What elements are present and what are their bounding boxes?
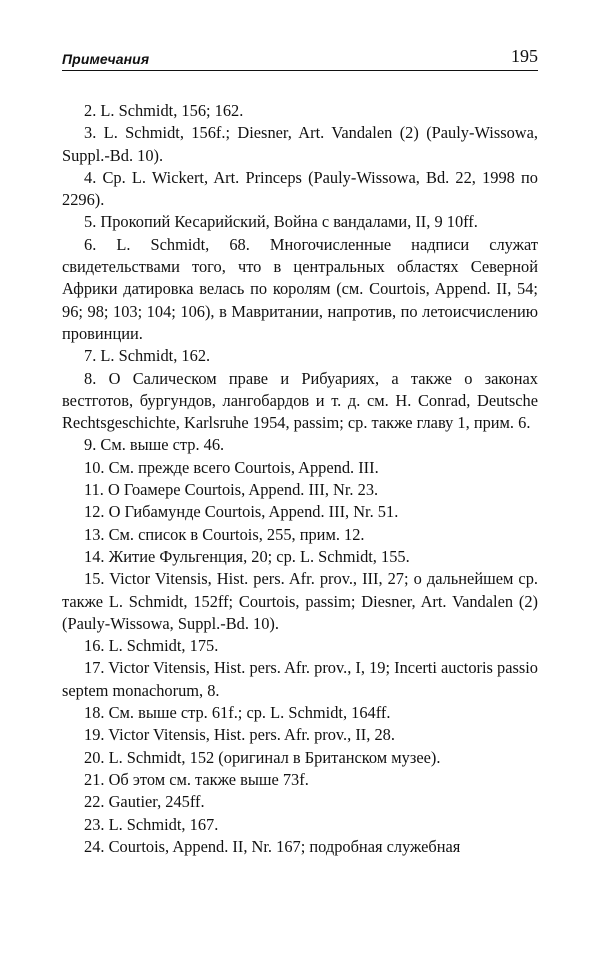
note-16: 16. L. Schmidt, 175.: [84, 636, 219, 656]
note-11: 11. О Гоамере Courtois, Append. III, Nr. 23.: [84, 480, 379, 500]
note-18: 18. См. выше стр. 61f.; ср. L. Schmidt, 164ff.: [84, 703, 391, 723]
note-9: 9. См. выше стр. 46.: [84, 435, 225, 455]
notes-list: [62, 100, 538, 858]
note-8: 8. О Салическом праве и Рибуариях, а также о законах вестготов, бургундов, лангобардов и т. д. см. H. Conrad, Deutsche Rechtsgeschichte, Karlsruhe 1954, passim; ср. также главу 1, прим. 6.: [62, 368, 538, 433]
note-17: 17. Victor Vitensis, Hist. pers. Afr. prov., I, 19; Incerti auctoris passio septem monachorum, 8.: [62, 658, 538, 700]
note-15: 15. Victor Vitensis, Hist. pers. Afr. prov., III, 27; о дальнейшем ср. также L. Schmidt, 152ff; Courtois, passim; Diesner, Art. Vandalen (2) (Pauly-Wissowa, Suppl.-Bd. 10).: [62, 569, 538, 633]
note-13: 13. См. список в Courtois, 255, прим. 12.: [84, 524, 365, 544]
note-7: 7. L. Schmidt, 162.: [84, 346, 211, 366]
note-21: 21. Об этом см. также выше 73f.: [84, 769, 309, 789]
note-24: 24. Courtois, Append. II, Nr. 167; подробная служебная: [84, 836, 461, 856]
note-3: 3. L. Schmidt, 156f.; Diesner, Art. Vandalen (2) (Pauly-Wissowa, Suppl.-Bd. 10).: [62, 123, 538, 165]
note-23: 23. L. Schmidt, 167.: [84, 814, 219, 834]
note-6: 6. L. Schmidt, 68. Многочисленные надписи служат свидетельствами того, что в центральных областях Северной Африки датировка велась по королям (см. Courtois, Append. II, 54; 96; 98; 103; 104; 106), в Мавритании, напротив, по летоисчислению провинции.: [62, 234, 538, 343]
note-2: 2. L. Schmidt, 156; 162.: [84, 101, 244, 120]
note-20: 20. L. Schmidt, 152 (оригинал в Британском музее).: [84, 747, 441, 767]
running-head: [62, 40, 538, 71]
running-title: Примечания: [62, 51, 150, 67]
note-12: 12. О Гибамунде Courtois, Append. III, Nr. 51.: [84, 502, 399, 522]
note-22: 22. Gautier, 245ff.: [84, 792, 205, 812]
note-4: 4. Cp. L. Wickert, Art. Princeps (Pauly-Wissowa, Bd. 22, 1998 по 2296).: [62, 167, 538, 210]
note-10: 10. См. прежде всего Courtois, Append. III.: [84, 457, 379, 477]
note-19: 19. Victor Vitensis, Hist. pers. Afr. prov., II, 28.: [84, 725, 395, 745]
note-14: 14. Житие Фульгенция, 20; ср. L. Schmidt, 155.: [84, 546, 410, 566]
page-number: 195: [511, 46, 538, 66]
note-5: 5. Прокопий Кесарийский, Война с вандалами, II, 9 10ff.: [84, 212, 478, 232]
